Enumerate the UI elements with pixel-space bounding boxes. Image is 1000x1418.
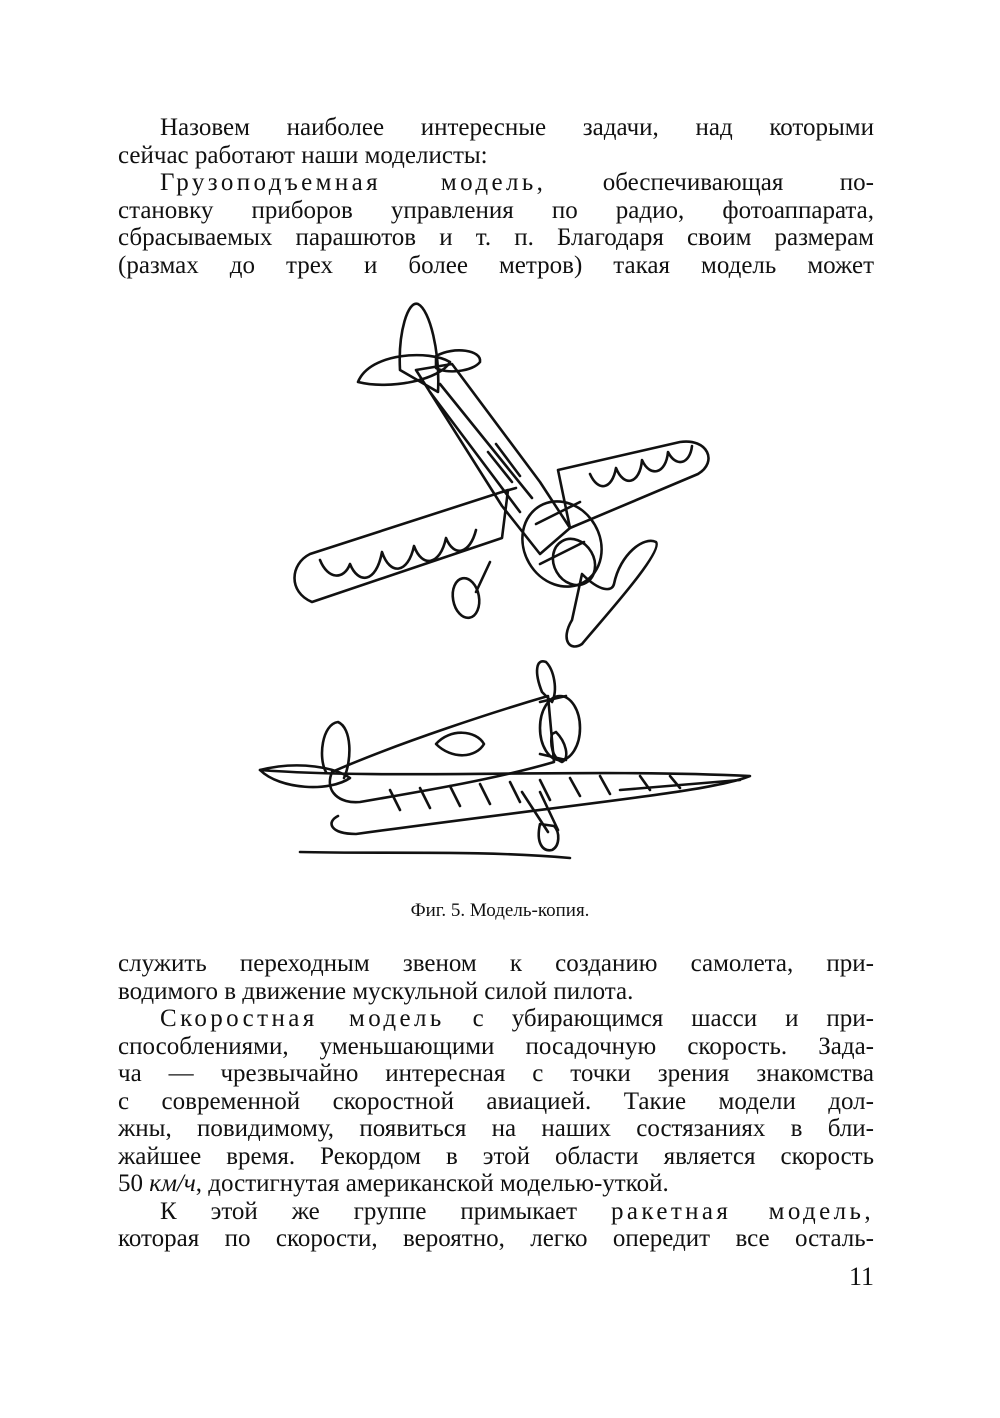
spaced-term: Скоростная модель (160, 1005, 445, 1032)
figure-caption: Фиг. 5. Модель-копия. (410, 900, 590, 921)
speed-unit: км/ч (149, 1170, 196, 1197)
spaced-term: Грузоподъемная модель, (160, 169, 547, 196)
paragraph-line: К этой же группе примыкает ракетная модель, (160, 1197, 874, 1225)
spaced-term: ракетная модель, (611, 1197, 874, 1225)
airplane-figure (240, 292, 760, 872)
text-block-top (118, 114, 874, 279)
paragraph-line: 50 км/ч, достигнутая американской моделью-уткой. (118, 1170, 669, 1197)
paragraph-line: Скоростная модель с убирающимся шасси и при- (160, 1005, 874, 1032)
paragraph-line: водимого в движение мускульной силой пилота. (118, 977, 634, 1005)
paragraph-line: сбрасываемых парашютов и т. п. Благодаря своим размерам (118, 224, 874, 251)
paragraph-line: с современной скоростной авиацией. Такие модели дол- (118, 1087, 874, 1115)
paragraph-line: жны, повидимому, появиться на наших состязаниях в бли- (118, 1115, 874, 1142)
paragraph-line: Назовем наиболее интересные задачи, над которыми (160, 114, 874, 141)
paragraph-line: (размах до трех и более метров) такая модель может (118, 251, 874, 279)
paragraph-line: ча — чрезвычайно интересная с точки зрения знакомства (118, 1060, 874, 1087)
paragraph-line: сейчас работают наши моделисты: (118, 141, 488, 169)
paragraph-line: Грузоподъемная модель, обеспечивающая по- (160, 169, 874, 196)
paragraph-line: жайшее время. Рекордом в этой области является скорость (118, 1142, 874, 1170)
paragraph-line: которая по скорости, вероятно, легко опередит все осталь- (118, 1225, 874, 1252)
paragraph-line: становку приборов управления по радио, фотоаппарата, (118, 196, 874, 224)
airplane-top-view-icon (295, 304, 709, 647)
paragraph-line: способлениями, уменьшающими посадочную скорость. Зада- (118, 1032, 874, 1060)
page-number: 11 (848, 1262, 874, 1291)
airplane-side-view-icon (260, 661, 750, 858)
paragraph-line: служить переходным звеном к созданию самолета, при- (118, 950, 874, 977)
text-block-bottom (118, 950, 874, 1253)
